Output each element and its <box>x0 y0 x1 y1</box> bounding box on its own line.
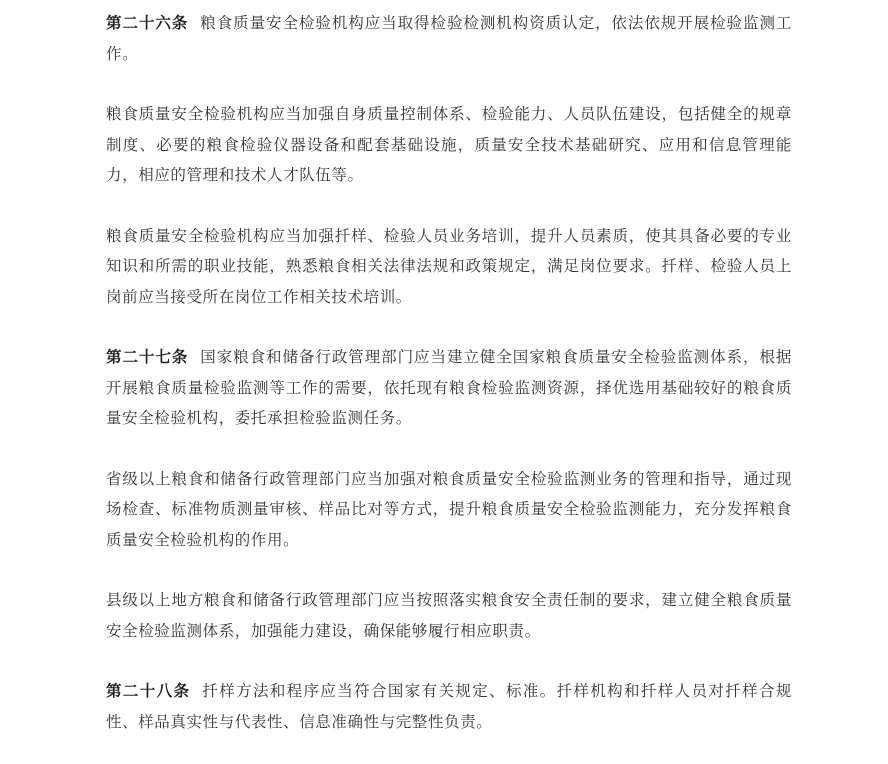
paragraph-article-26 <box>106 8 792 69</box>
paragraph-article-28 <box>106 676 792 737</box>
paragraph <box>106 99 792 191</box>
paragraph <box>106 585 792 646</box>
article-number: 第二十七条 <box>106 348 189 366</box>
paragraph-text: 粮食质量安全检验机构应当加强自身质量控制体系、检验能力、人员队伍建设，包括健全的规章制度、必要的粮食检验仪器设备和配套基础设施，质量安全技术基础研究、应用和信息管理能力，相应的管理和技术人才队伍等。 <box>106 105 792 184</box>
article-number: 第二十六条 <box>106 14 189 32</box>
paragraph-text: 扦样方法和程序应当符合国家有关规定、标准。扦样机构和扦样人员对扦样合规性、样品真实性与代表性、信息准确性与完整性负责。 <box>106 682 792 731</box>
paragraph <box>106 464 792 556</box>
paragraph-text: 县级以上地方粮食和储备行政管理部门应当按照落实粮食安全责任制的要求，建立健全粮食质量安全检验监测体系，加强能力建设，确保能够履行相应职责。 <box>106 591 792 640</box>
paragraph-text: 粮食质量安全检验机构应当取得检验检测机构资质认定，依法依规开展检验监测工作。 <box>106 14 792 63</box>
paragraph-text: 国家粮食和储备行政管理部门应当建立健全国家粮食质量安全检验监测体系，根据开展粮食质量检验监测等工作的需要，依托现有粮食检验监测资源，择优选用基础较好的粮食质量安全检验机构，委托承担检验监测任务。 <box>106 348 792 427</box>
article-number: 第二十八条 <box>106 682 191 700</box>
paragraph-text: 粮食质量安全检验机构应当加强扦样、检验人员业务培训，提升人员素质，使其具备必要的专业知识和所需的职业技能，熟悉粮食相关法律法规和政策规定，满足岗位要求。扦样、检验人员上岗前应当接受所在岗位工作相关技术培训。 <box>106 226 792 306</box>
paragraph-article-27 <box>106 342 792 434</box>
paragraph <box>106 221 792 313</box>
paragraph-text: 省级以上粮食和储备行政管理部门应当加强对粮食质量安全检验监测业务的管理和指导，通过现场检查、标准物质测量审核、样品比对等方式，提升粮食质量安全检验监测能力，充分发挥粮食质量安全检验机构的作用。 <box>106 469 792 549</box>
